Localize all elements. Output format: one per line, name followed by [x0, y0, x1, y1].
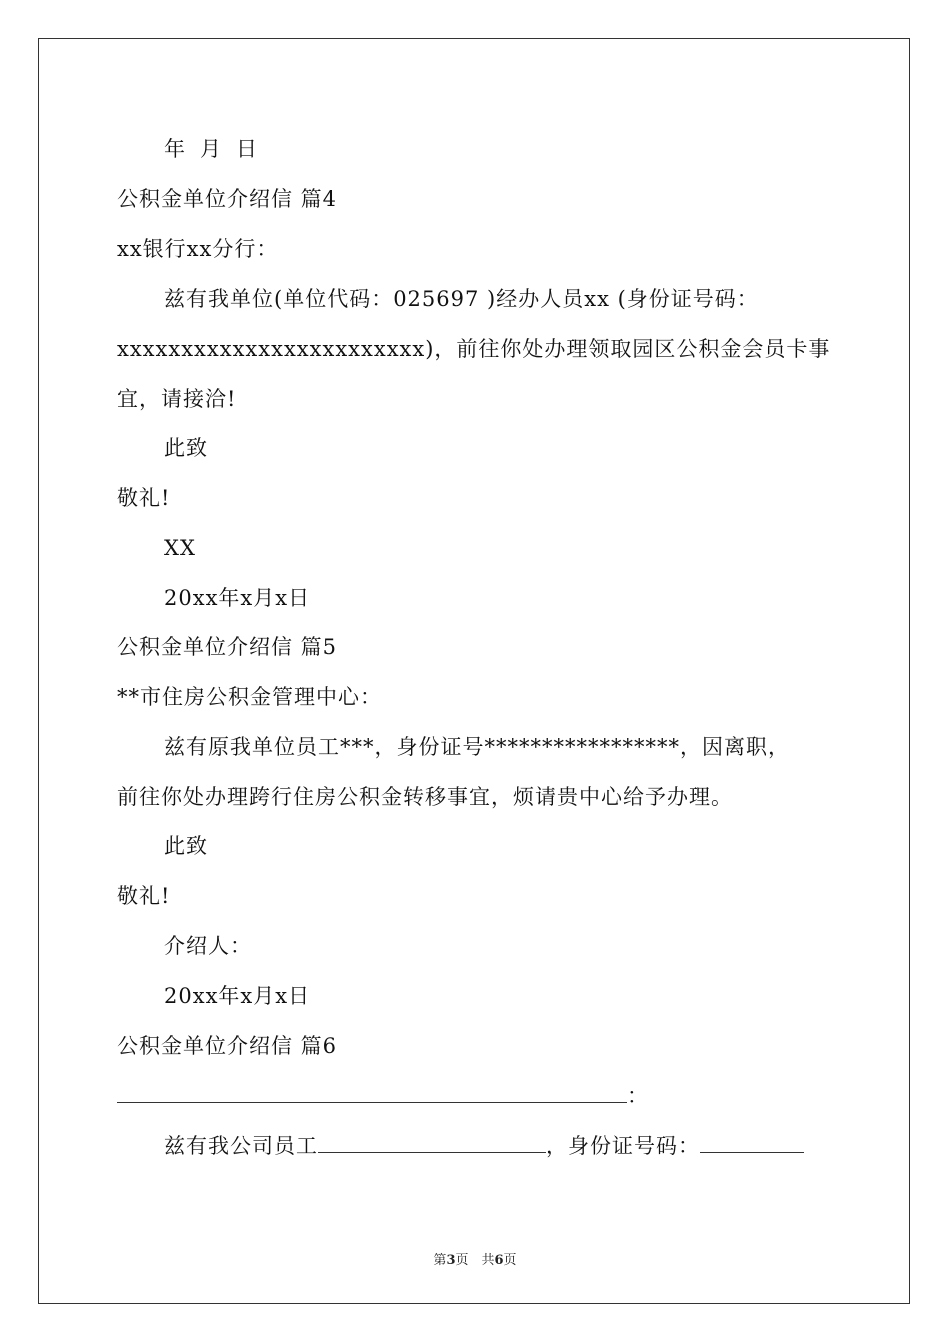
current-page-number: 3 [446, 1253, 456, 1268]
recipient-6-colon: ： [627, 1084, 649, 1108]
section-title-5: 公积金单位介绍信 篇5 [117, 635, 338, 659]
closing-4b: 敬礼! [117, 486, 171, 510]
recipient-blank[interactable] [117, 1082, 627, 1103]
section-title-6: 公积金单位介绍信 篇6 [117, 1034, 338, 1058]
body-5-line1: 兹有原我单位员工***，身份证号*****************，因离职， [164, 735, 790, 759]
body-6-prefix: 兹有我公司员工 [164, 1134, 318, 1158]
date-4: 20xx年x月x日 [164, 586, 311, 610]
footer-mid: 页 共 [455, 1253, 495, 1268]
body-6-line1 [164, 1132, 804, 1160]
body-6-middle: ，身份证号码： [546, 1134, 700, 1158]
signer-4: XX [164, 536, 196, 560]
recipient-4: xx银行xx分行： [117, 237, 279, 261]
body-5-line2: 前往你处办理跨行住房公积金转移事宜，烦请贵中心给予办理。 [117, 785, 733, 809]
closing-5b: 敬礼! [117, 884, 171, 908]
closing-5a: 此致 [164, 834, 208, 858]
body-4-line1: 兹有我单位(单位代码：025697 )经办人员xx (身份证号码： [164, 287, 759, 311]
closing-4a: 此致 [164, 436, 208, 460]
id-number-blank[interactable] [700, 1132, 804, 1153]
month-label: 月 [200, 137, 222, 161]
date-placeholder [164, 135, 258, 163]
page-footer [0, 1249, 950, 1268]
year-label: 年 [164, 137, 186, 161]
body-4-line3: 宜，请接洽! [117, 387, 237, 411]
employee-name-blank[interactable] [318, 1132, 546, 1153]
recipient-5: **市住房公积金管理中心： [117, 685, 382, 709]
section-title-4: 公积金单位介绍信 篇4 [117, 187, 338, 211]
day-label: 日 [236, 137, 258, 161]
signer-5: 介绍人： [164, 934, 252, 958]
date-5: 20xx年x月x日 [164, 984, 311, 1008]
total-page-number: 6 [494, 1253, 504, 1268]
recipient-6 [117, 1082, 649, 1110]
page-border [38, 38, 910, 1304]
body-4-line2: xxxxxxxxxxxxxxxxxxxxxxxx)，前往你处办理领取园区公积金会员卡事 [117, 337, 831, 361]
footer-pre: 第 [433, 1253, 447, 1268]
footer-post: 页 [503, 1253, 517, 1268]
